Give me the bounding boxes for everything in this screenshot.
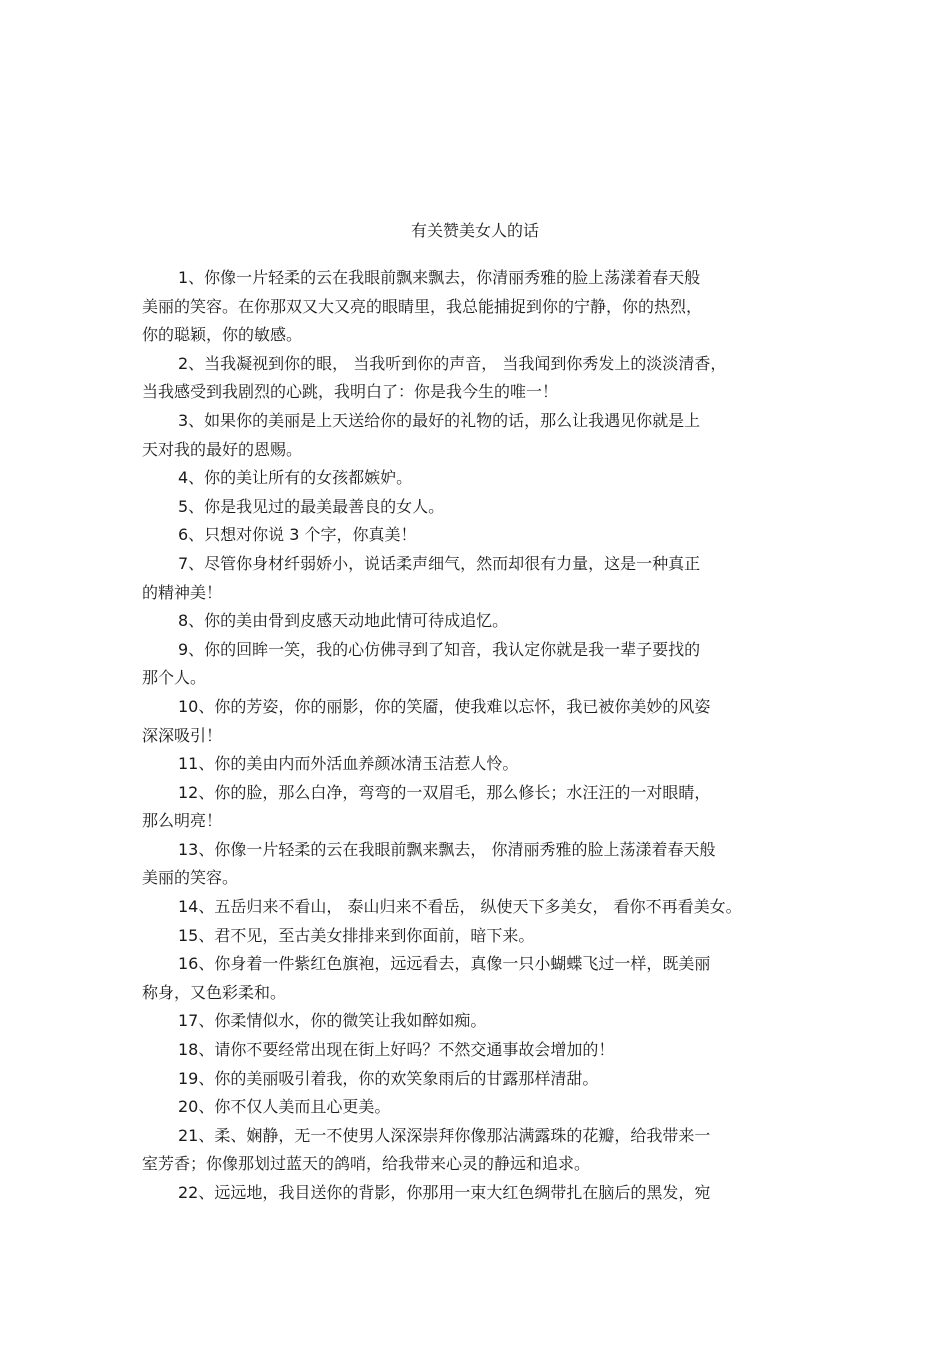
paragraph <box>142 1179 802 1208</box>
paragraph <box>142 779 802 836</box>
paragraph-line: 12、你的脸，那么白净，弯弯的一双眉毛，那么修长；水汪汪的一对眼睛， <box>178 782 711 802</box>
paragraph-line: 17、你柔情似水，你的微笑让我如醉如痴。 <box>178 1011 487 1031</box>
paragraph <box>142 693 802 750</box>
paragraph-line: 19、你的美丽吸引着我，你的欢笑象雨后的甘露那样清甜。 <box>178 1068 599 1088</box>
paragraph-line: 18、请你不要经常出现在街上好吗？不然交通事故会增加的！ <box>178 1040 615 1060</box>
paragraph-line: 那个人。 <box>142 668 207 688</box>
paragraph-line: 天对我的最好的恩赐。 <box>142 439 303 459</box>
paragraph <box>142 607 802 636</box>
paragraph-line: 16、你身着一件紫红色旗袍，远远看去，真像一只小蝴蝶飞过一样，既美丽 <box>178 954 711 974</box>
paragraph-line: 22、远远地，我目送你的背影，你那用一束大红色绸带扎在脑后的黑发，宛 <box>178 1183 711 1202</box>
paragraph <box>142 1093 802 1122</box>
paragraph-line: 9、你的回眸一笑，我的心仿佛寻到了知音，我认定你就是我一辈子要找的 <box>178 639 701 659</box>
paragraph-line: 那么明亮！ <box>142 811 223 831</box>
paragraph <box>142 1122 802 1179</box>
paragraph-line: 2、当我凝视到你的眼， 当我听到你的声音， 当我闻到你秀发上的淡淡清香， <box>178 353 727 373</box>
paragraph-line: 你的聪颖，你的敏感。 <box>142 325 303 345</box>
paragraph-line: 11、你的美由内而外活血养颜冰清玉洁惹人怜。 <box>178 754 519 774</box>
paragraph-line: 4、你的美让所有的女孩都嫉妒。 <box>178 468 413 488</box>
paragraph <box>142 521 802 550</box>
paragraph <box>142 636 802 693</box>
paragraph-line: 7、尽管你身材纤弱娇小，说话柔声细气，然而却很有力量，这是一种真正 <box>178 553 701 573</box>
paragraph-line: 当我感受到我剧烈的心跳，我明白了：你是我今生的唯一！ <box>142 382 559 402</box>
paragraph <box>142 1036 802 1065</box>
paragraph <box>142 464 802 493</box>
paragraph <box>142 407 802 464</box>
paragraph <box>142 750 802 779</box>
paragraph <box>142 493 802 522</box>
paragraph <box>142 836 802 893</box>
paragraph <box>142 893 802 922</box>
paragraph-line: 3、如果你的美丽是上天送给你的最好的礼物的话，那么让我遇见你就是上 <box>178 410 701 430</box>
paragraph <box>142 350 802 407</box>
paragraph <box>142 1065 802 1094</box>
paragraph <box>142 922 802 951</box>
paragraph-line: 称身，又色彩柔和。 <box>142 982 287 1002</box>
paragraph-line: 6、只想对你说 3 个字，你真美！ <box>178 525 417 545</box>
paragraph-line: 5、你是我见过的最美最善良的女人。 <box>178 496 445 516</box>
paragraph-line: 10、你的芳姿，你的丽影，你的笑靥，使我难以忘怀，我已被你美妙的风姿 <box>178 696 711 716</box>
paragraph-line: 20、你不仅人美而且心更美。 <box>178 1097 391 1117</box>
paragraph-line: 8、你的美由骨到皮感天动地此情可待成追忆。 <box>178 611 509 631</box>
paragraph-line: 室芳香；你像那划过蓝天的鸽哨，给我带来心灵的静远和追求。 <box>142 1154 591 1174</box>
document-body <box>142 264 802 1208</box>
paragraph-line: 21、柔、娴静，无一不使男人深深崇拜你像那沾满露珠的花瓣，给我带来一 <box>178 1125 711 1145</box>
paragraph-line: 1、你像一片轻柔的云在我眼前飘来飘去，你清丽秀雅的脸上荡漾着春天般 <box>178 268 701 287</box>
paragraph <box>142 550 802 607</box>
paragraph-line: 美丽的笑容。在你那双又大又亮的眼睛里，我总能捕捉到你的宁静，你的热烈， <box>142 296 703 316</box>
paragraph <box>142 950 802 1007</box>
paragraph-line: 15、君不见，至古美女排排来到你面前，暗下来。 <box>178 925 535 945</box>
paragraph <box>142 1007 802 1036</box>
paragraph-line: 14、五岳归来不看山， 泰山归来不看岳， 纵使天下多美女， 看你不再看美女。 <box>178 897 742 917</box>
paragraph-line: 美丽的笑容。 <box>142 868 239 888</box>
paragraph-line: 13、你像一片轻柔的云在我眼前飘来飘去， 你清丽秀雅的脸上荡漾着春天般 <box>178 839 716 859</box>
document-title: 有关赞美女人的话 <box>410 221 539 240</box>
paragraph-line: 的精神美！ <box>142 582 223 602</box>
paragraph-line: 深深吸引！ <box>142 725 223 745</box>
paragraph <box>142 264 802 350</box>
